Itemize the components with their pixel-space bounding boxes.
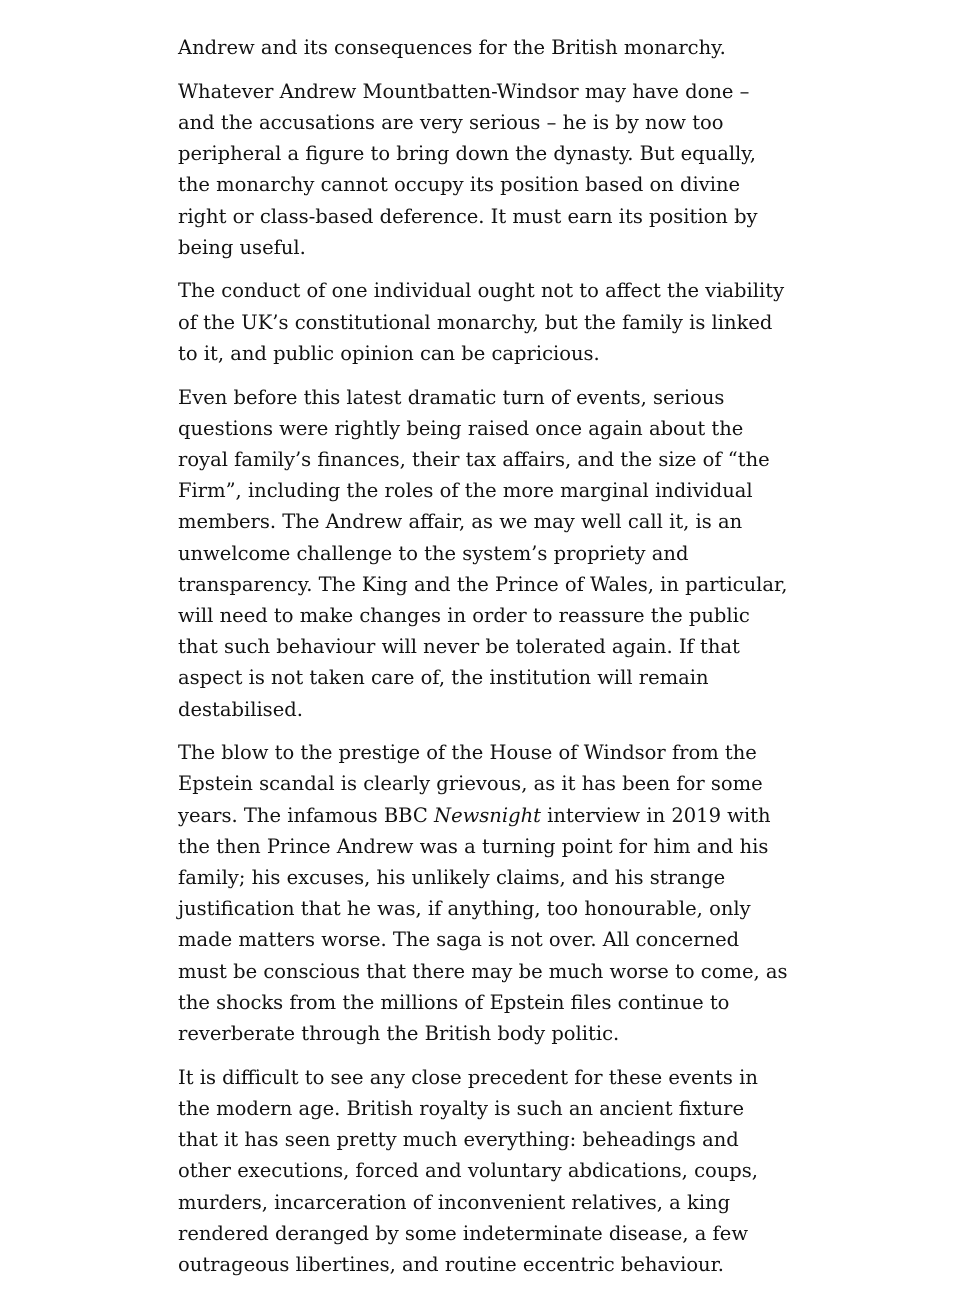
paragraph-text-segment: interview in 2019 with the then Prince Andrew was a turning point for him and his family; his excuses, his unlikely claims, and his strange justification that he was, if anything, too honourable, only made matters worse. The saga is not over. All concerned must be conscious that there may be much worse to come, as the shocks from the millions of Epstein files continue to reverberate through the British body politic. bbox=[178, 803, 788, 1046]
paragraph-conduct-of-individual: The conduct of one individual ought not to affect the viability of the UK’s constitutional monarchy, but the family is linked to it, and public opinion can be capricious. bbox=[178, 279, 785, 365]
newsnight-title: Newsnight bbox=[434, 803, 541, 827]
paragraph-precedent: It is difficult to see any close precedent for these events in the modern age. British royalty is such an ancient fixture that it has seen pretty much everything: beheadings and other executions, forced and voluntary abdications, coups, murders, incarceration of inconvenient relatives, a king rendered deranged by some indeterminate disease, a few outrageous libertines, and routine eccentric behaviour. bbox=[178, 1065, 758, 1277]
paragraph-intro-fragment: Andrew and its consequences for the British monarchy. bbox=[178, 36, 726, 59]
article-body bbox=[178, 32, 788, 1293]
paragraph-epstein-scandal bbox=[178, 737, 788, 1049]
paragraph-royal-finances: Even before this latest dramatic turn of events, serious questions were rightly being raised once again about the royal family’s finances, their tax affairs, and the size of “the Firm”, including the roles of the more marginal individual members. The Andrew affair, as we may well call it, is an unwelcome challenge to the system’s propriety and transparency. The King and the Prince of Wales, in particular, will need to make changes in order to reassure the public that such behaviour will never be tolerated again. If that aspect is not taken care of, the institution will remain destabilised. bbox=[178, 385, 788, 721]
paragraph-peripheral-figure: Whatever Andrew Mountbatten-Windsor may have done – and the accusations are very serious – he is by now too peripheral a figure to bring down the dynasty. But equally, the monarchy cannot occupy its position based on divine right or class-based deference. It must earn its position by being useful. bbox=[178, 79, 758, 259]
paragraph-text-segment: The blow to the prestige of the House of Windsor from the Epstein scandal is clearly grievous, as it has been for some years. The infamous BBC bbox=[178, 741, 763, 827]
